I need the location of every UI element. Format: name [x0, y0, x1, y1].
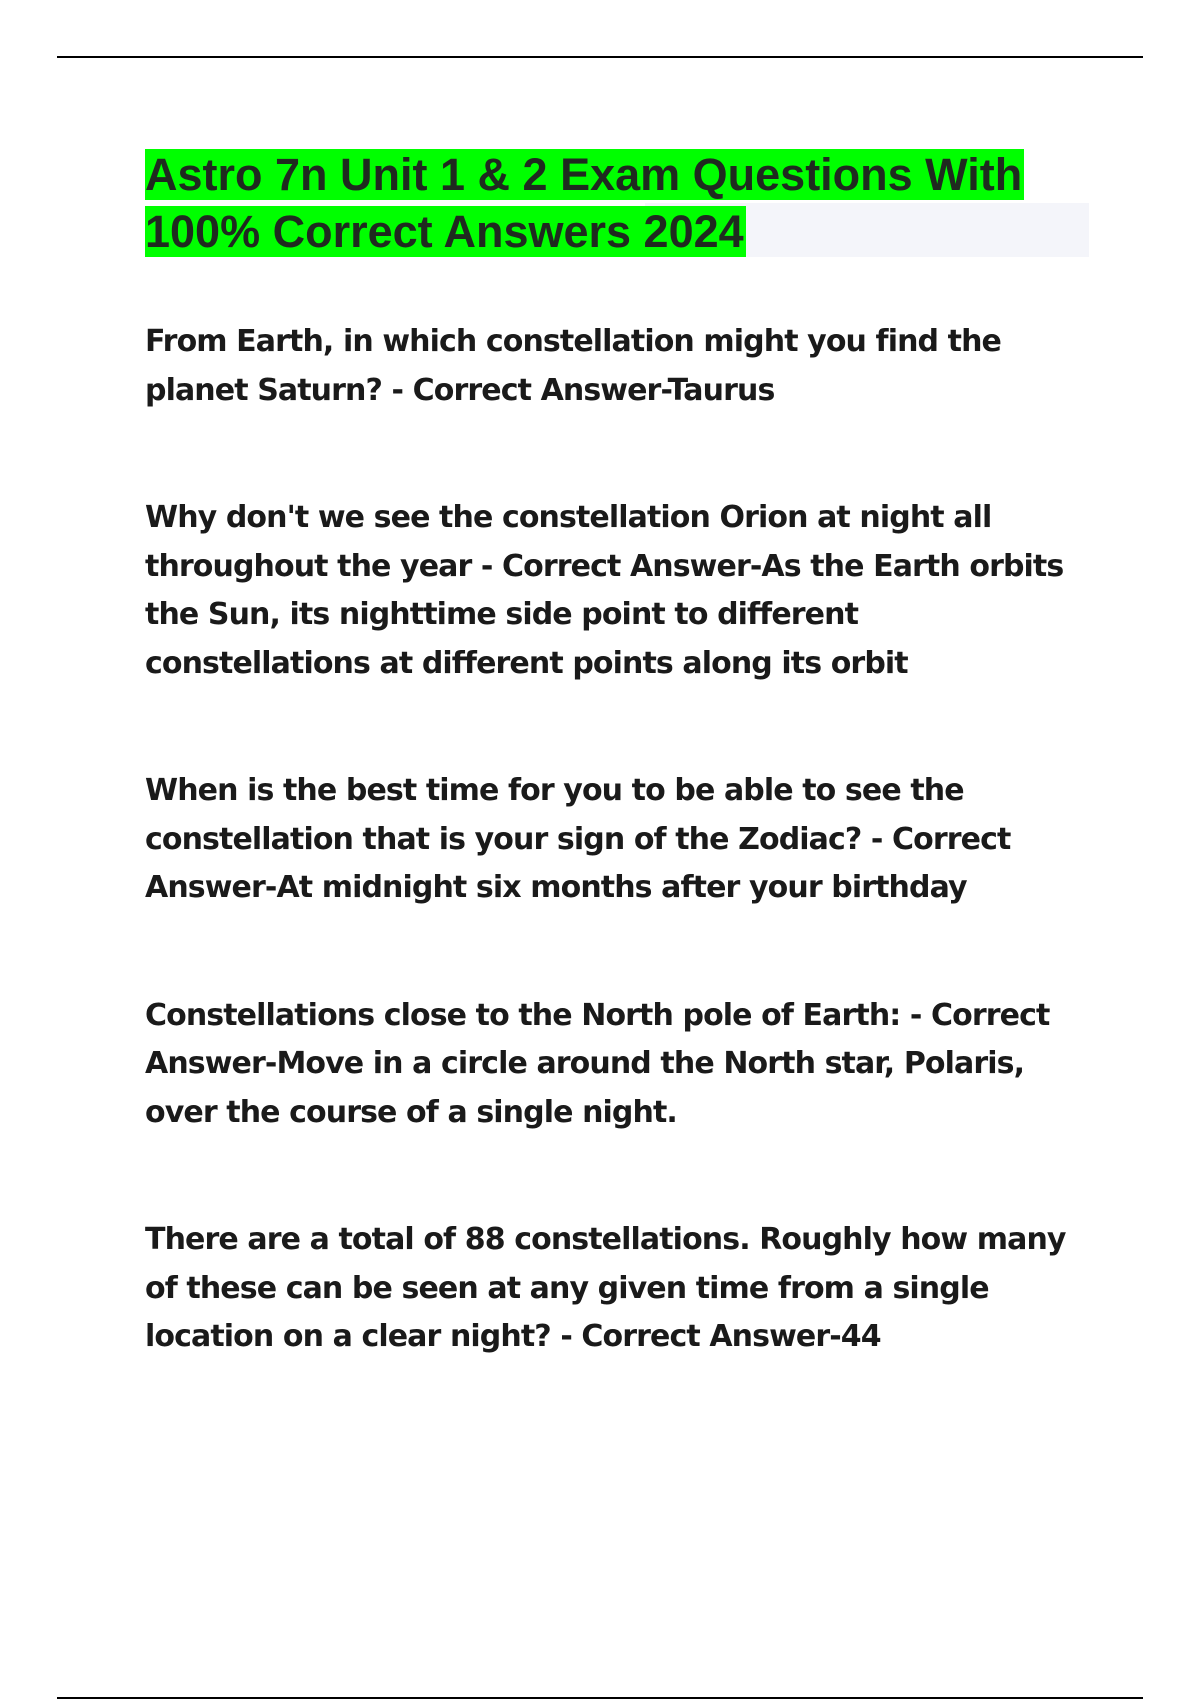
top-rule: [57, 56, 1143, 58]
title-highlight: [145, 149, 1024, 257]
title-block: [145, 146, 1089, 260]
page-title: [145, 146, 1089, 260]
bottom-rule: [57, 1697, 1143, 1699]
qa-item: Constellations close to the North pole of Earth: - Correct Answer-Move in a circle around the North star, Polaris, over the course of a single night.: [145, 997, 1050, 1130]
qa-item: Why don't we see the constellation Orion at night all throughout the year - Correct Answer-As the Earth orbits the Sun, its nighttime side point to different constellations at different points along its orbit: [145, 500, 1064, 681]
qa-list: [145, 318, 1090, 1362]
qa-item: From Earth, in which constellation might you find the planet Saturn? - Correct Answer-Taurus: [145, 324, 1002, 408]
title-line-2: 100% Correct Answers 2024: [145, 206, 744, 257]
qa-item: There are a total of 88 constellations. Roughly how many of these can be seen at any given time from a single location on a clear night? - Correct Answer-44: [145, 1222, 1066, 1354]
title-line-1: Astro 7n Unit 1 & 2 Exam Questions With: [145, 149, 1023, 200]
qa-item: When is the best time for you to be able to see the constellation that is your sign of the Zodiac? - Correct Answer-At midnight six months after your birthday: [145, 773, 1011, 905]
